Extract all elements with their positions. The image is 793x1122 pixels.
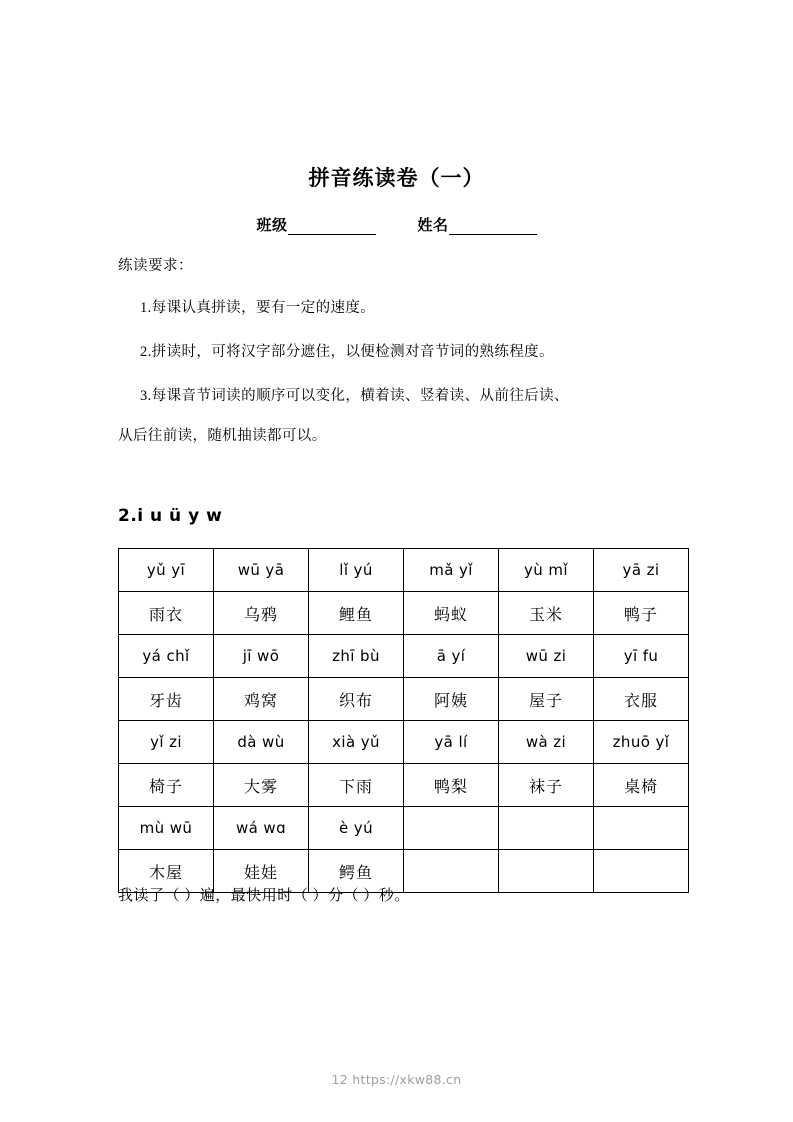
table-row xyxy=(119,592,689,635)
table-row xyxy=(119,764,689,807)
requirement-item-3: 3.每课音节词读的顺序可以变化，横着读、竖着读、从前往后读、 xyxy=(140,388,569,404)
table-cell: 蚂蚁 xyxy=(404,592,499,635)
table-row xyxy=(119,721,689,764)
table-cell: 玉米 xyxy=(499,592,594,635)
requirement-item-1: 1.每课认真拼读，要有一定的速度。 xyxy=(140,300,376,316)
table-cell: 桌椅 xyxy=(594,764,689,807)
requirement-item-3-cont: 从后往前读，随机抽读都可以。 xyxy=(118,428,327,444)
table-cell: 袜子 xyxy=(499,764,594,807)
table-row xyxy=(119,549,689,592)
table-cell: lǐ yú xyxy=(309,549,404,592)
table-cell: 衣服 xyxy=(594,678,689,721)
table-row xyxy=(119,635,689,678)
student-id-line xyxy=(0,214,793,235)
table-cell: wá wɑ xyxy=(214,807,309,850)
table-cell: yá chǐ xyxy=(119,635,214,678)
table-cell: 鸭梨 xyxy=(404,764,499,807)
table-cell-empty xyxy=(404,807,499,850)
class-input-blank[interactable] xyxy=(288,218,376,235)
reading-record-line: 我读了（ ）遍，最快用时（ ）分（ ）秒。 xyxy=(118,888,410,904)
table-cell: 鳄鱼 xyxy=(309,850,404,893)
table-cell: jī wō xyxy=(214,635,309,678)
page-title: 拼音练读卷（一） xyxy=(308,166,485,190)
table-cell: 鸭子 xyxy=(594,592,689,635)
table-cell-empty xyxy=(499,807,594,850)
table-cell: zhuō yǐ xyxy=(594,721,689,764)
table-cell: mǎ yǐ xyxy=(404,549,499,592)
table-cell: yī fu xyxy=(594,635,689,678)
requirement-item-2: 2.拼读时，可将汉字部分遮住，以便检测对音节词的熟练程度。 xyxy=(140,344,554,360)
table-cell: 大雾 xyxy=(214,764,309,807)
table-cell-empty xyxy=(594,807,689,850)
name-label: 姓名 xyxy=(417,218,449,234)
table-cell: 屋子 xyxy=(499,678,594,721)
table-cell-empty xyxy=(404,850,499,893)
section-heading: 2.i u ü y w xyxy=(118,506,223,526)
table-cell: yā zi xyxy=(594,549,689,592)
table-cell: yǐ zi xyxy=(119,721,214,764)
table-cell: 阿姨 xyxy=(404,678,499,721)
requirements-heading: 练读要求： xyxy=(118,258,193,274)
table-cell: è yú xyxy=(309,807,404,850)
table-cell: 乌鸦 xyxy=(214,592,309,635)
table-cell: 娃娃 xyxy=(214,850,309,893)
table-cell: 下雨 xyxy=(309,764,404,807)
table-cell: 椅子 xyxy=(119,764,214,807)
table-cell: 雨衣 xyxy=(119,592,214,635)
table-cell: wū zi xyxy=(499,635,594,678)
table-cell: 鲤鱼 xyxy=(309,592,404,635)
table-cell-empty xyxy=(499,850,594,893)
table-cell: 木屋 xyxy=(119,850,214,893)
name-input-blank[interactable] xyxy=(449,218,537,235)
table-row xyxy=(119,678,689,721)
table-cell: 织布 xyxy=(309,678,404,721)
table-cell: wū yā xyxy=(214,549,309,592)
table-cell: ā yí xyxy=(404,635,499,678)
pinyin-word-table xyxy=(118,548,689,893)
table-cell-empty xyxy=(594,850,689,893)
table-cell: yǔ yī xyxy=(119,549,214,592)
table-cell: wà zi xyxy=(499,721,594,764)
page-watermark: 12 https://xkw88.cn xyxy=(331,1072,462,1087)
table-cell: mù wū xyxy=(119,807,214,850)
table-row xyxy=(119,807,689,850)
table-cell: yù mǐ xyxy=(499,549,594,592)
table-cell: 鸡窝 xyxy=(214,678,309,721)
table-cell: dà wù xyxy=(214,721,309,764)
class-label: 班级 xyxy=(256,218,288,234)
table-cell: 牙齿 xyxy=(119,678,214,721)
table-cell: xià yǔ xyxy=(309,721,404,764)
table-cell: yā lí xyxy=(404,721,499,764)
table-cell: zhī bù xyxy=(309,635,404,678)
